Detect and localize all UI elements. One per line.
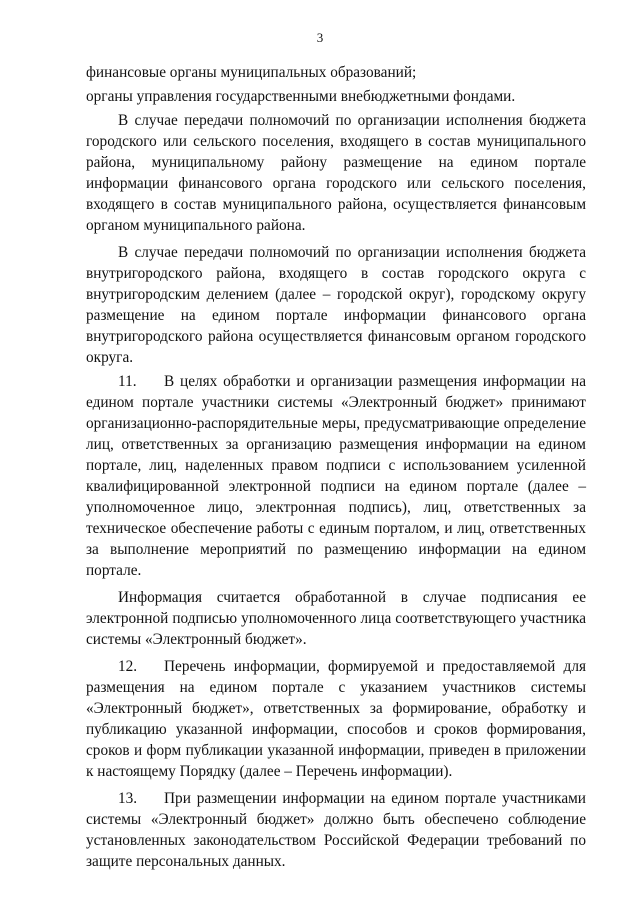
document-body bbox=[86, 62, 586, 875]
item-text-11: В целях обработки и организации размещения информации на едином портале участники системы «Электронный бюджет» принимают организационно-распорядительные меры, предусматривающие определение лиц, ответственных за организацию размещения информации на едином портале, лиц, наделенных правом подписи с использованием усиленной квалифицированной электронной подписи на едином портале (далее – уполномоченное лицо, электронная подпись), лиц, ответственных за техническое обеспечение работы с единым порталом, и лиц, ответственных за выполнение мероприятий по размещению информации на едином портале. bbox=[86, 373, 586, 579]
paragraph-settlement-transfer: В случае передачи полномочий по организации исполнения бюджета городского или сельского поселения, входящего в состав муниципального района, муниципальному району размещение на едином портале информации финансового органа городского или сельского поселения, входящего в состав муниципального района, осуществляется финансовым органом муниципального района. bbox=[86, 112, 586, 234]
paragraph-information-processed: Информация считается обработанной в случае подписания ее электронной подписью уполномоченного лица соответствующего участника системы «Электронный бюджет». bbox=[86, 589, 586, 648]
paragraph-item-12 bbox=[86, 656, 586, 782]
paragraph-item-11 bbox=[86, 371, 586, 581]
item-text-13: При размещении информации на едином портале участниками системы «Электронный бюджет» должно быть обеспечено соблюдение установленных законодательством Российской Федерации требований по защите персональных данных. bbox=[86, 790, 586, 870]
item-number-13: 13. bbox=[118, 790, 138, 807]
paragraph-item-13 bbox=[86, 788, 586, 872]
list-line-extrabudgetary-funds: органы управления государственными внебюджетными фондами. bbox=[86, 88, 516, 105]
item-number-12: 12. bbox=[118, 658, 138, 675]
item-number-11: 11. bbox=[118, 373, 137, 390]
item-text-12: Перечень информации, формируемой и предоставляемой для размещения на едином портале с указанием участников системы «Электронный бюджет», ответственных за формирование, обработку и публикацию указанной информации, способов и сроков формирования, сроков и форм публикации указанной информации, приведен в приложении к настоящему Порядку (далее – Перечень информации). bbox=[86, 658, 586, 780]
list-line-municipal-finance-bodies: финансовые органы муниципальных образований; bbox=[86, 64, 417, 81]
page-number: 3 bbox=[316, 30, 324, 45]
paragraph-intracity-transfer: В случае передачи полномочий по организации исполнения бюджета внутригородского района, входящего в состав городского округа с внутригородским делением (далее – городской округ), городскому округу размещение на едином портале информации финансового органа внутригородского района осуществляется финансовым органом городского округа. bbox=[86, 244, 586, 366]
